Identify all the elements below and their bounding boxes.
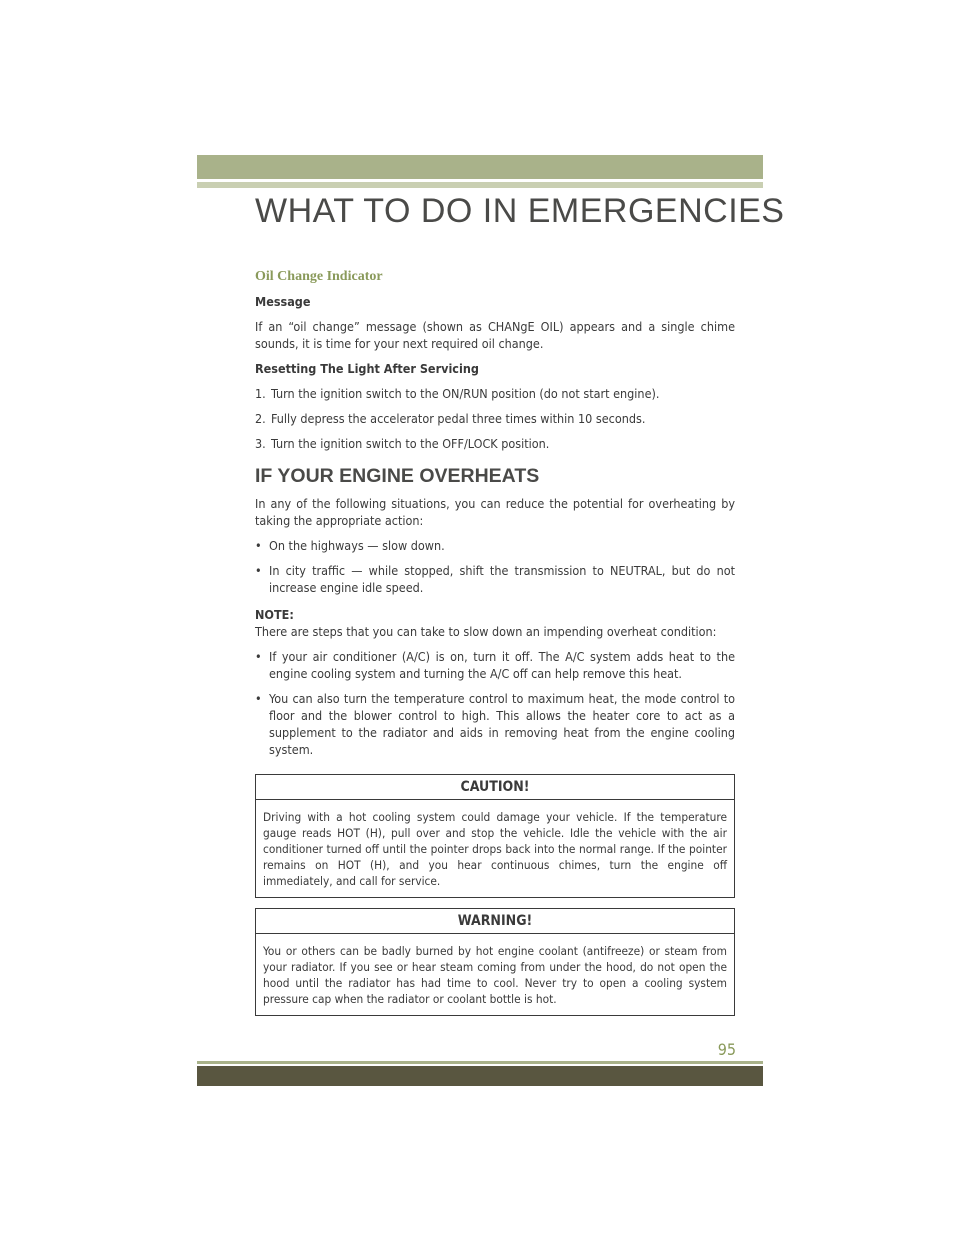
overheat-heading: IF YOUR ENGINE OVERHEATS	[255, 465, 540, 487]
caution-text: Driving with a hot cooling system could damage your vehicle. If the temperature gauge reads HOT (H), pull over and stop the vehicle. Idle the vehicle with the air conditioner turned off until the pointer drops back into the normal range. If the pointer remains on HOT (H), and you hear continuous chimes, turn the engine off immediately, and call for service.	[263, 810, 727, 888]
warning-text: You or others can be badly burned by hot engine coolant (antifreeze) or steam from your radiator. If you see or hear steam coming from under the hood, do not open the hood until the radiator has had time to cool. Never try to open a cooling system pressure cap when the radiator or coolant bottle is hot.	[263, 944, 727, 1006]
section-title: WHAT TO DO IN EMERGENCIES	[255, 192, 785, 230]
step-item: 3. Turn the ignition switch to the OFF/LOCK position.	[255, 436, 550, 451]
reset-label: Resetting The Light After Servicing	[255, 361, 479, 376]
bullet-icon: •	[255, 649, 262, 664]
oil-change-heading: Oil Change Indicator	[255, 269, 383, 284]
bullet-item: • You can also turn the temperature control to maximum heat, the mode control to floor and the blower control to high. This allows the heater core to act as a supplement to the radiator and aids in removing heat from the engine cooling system.	[255, 691, 735, 757]
caution-box	[255, 774, 735, 898]
note-bullets	[255, 648, 735, 758]
message-text: If an “oil change” message (shown as CHANgE OIL) appears and a single chime sounds, it is time for your next required oil change.	[255, 319, 735, 351]
page-content	[255, 268, 735, 1016]
bullet-item: • In city traffic — while stopped, shift the transmission to NEUTRAL, but do not increase engine idle speed.	[255, 563, 735, 595]
message-label: Message	[255, 294, 311, 309]
step-item: 1. Turn the ignition switch to the ON/RUN position (do not start engine).	[255, 386, 660, 401]
bullet-item: • On the highways — slow down.	[255, 538, 445, 553]
bullet-icon: •	[255, 563, 262, 578]
bullet-icon: •	[255, 538, 262, 553]
header-band	[197, 155, 763, 179]
warning-box	[255, 908, 735, 1016]
page-number: 95	[717, 1040, 736, 1059]
overheat-intro: In any of the following situations, you can reduce the potential for overheating by taking the appropriate action:	[255, 496, 735, 528]
caution-title: CAUTION!	[256, 775, 734, 800]
step-item: 2. Fully depress the accelerator pedal three times within 10 seconds.	[255, 411, 646, 426]
footer-band	[197, 1066, 763, 1086]
reset-steps	[255, 385, 735, 452]
warning-title: WARNING!	[256, 909, 734, 934]
overheat-bullets	[255, 537, 735, 596]
note-label: NOTE:	[255, 607, 294, 622]
bullet-item: • If your air conditioner (A/C) is on, turn it off. The A/C system adds heat to the engine cooling system and turning the A/C off can help remove this heat.	[255, 649, 735, 681]
header-stripe	[197, 182, 763, 188]
note-text: There are steps that you can take to slow down an impending overheat condition:	[255, 624, 717, 639]
footer-line	[197, 1061, 763, 1064]
bullet-icon: •	[255, 691, 262, 706]
